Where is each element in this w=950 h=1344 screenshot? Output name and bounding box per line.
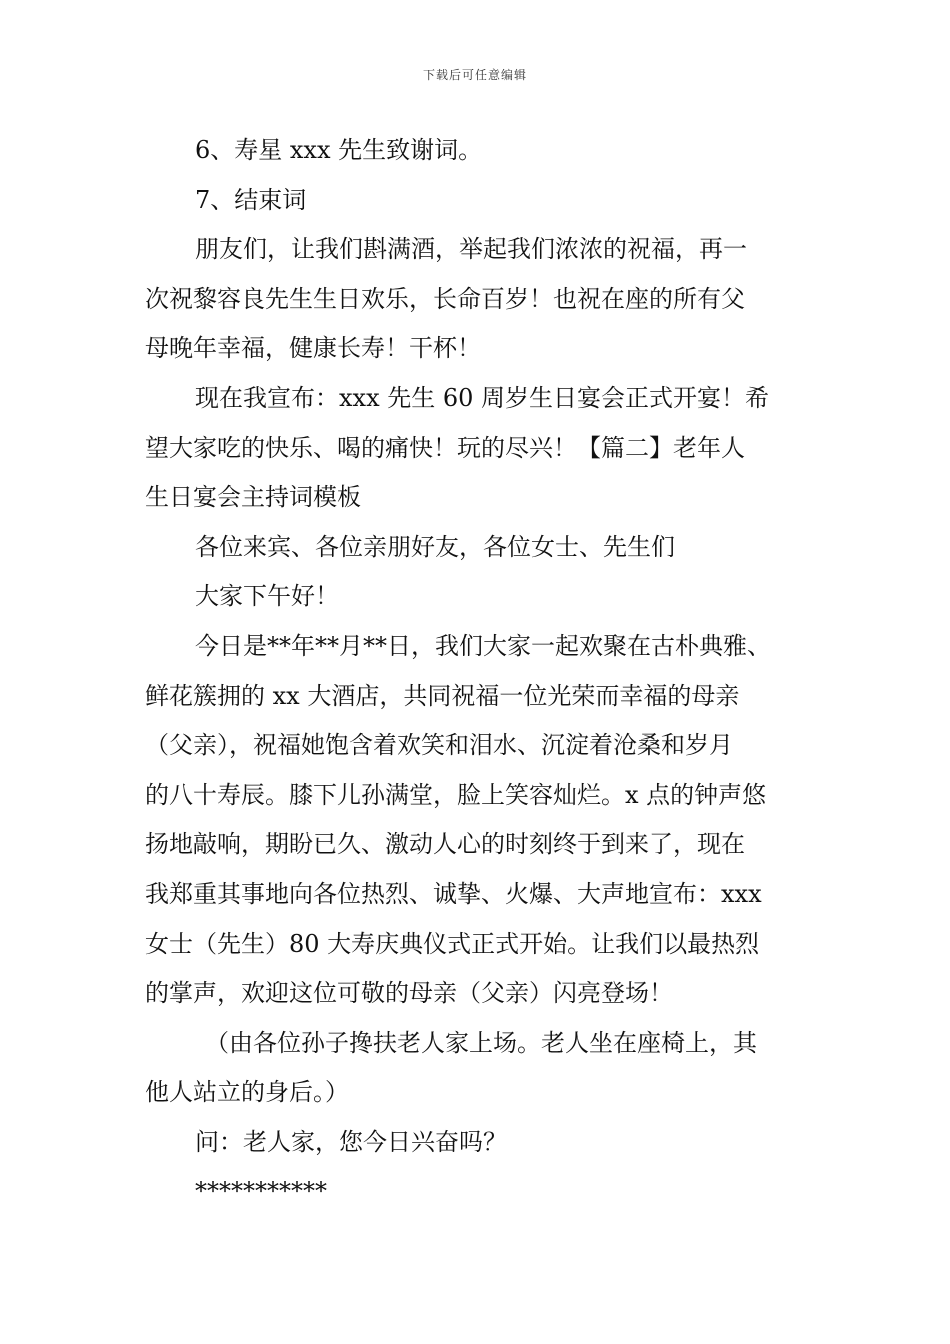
text-line: 的八十寿辰。膝下儿孙满堂，脸上笑容灿烂。x 点的钟声悠 — [145, 780, 767, 809]
text-line: 大家下午好！ — [195, 582, 339, 611]
text-line: 今日是**年**月**日，我们大家一起欢聚在古朴典雅、 — [195, 631, 771, 660]
text-line: （由各位孙子搀扶老人家上场。老人坐在座椅上，其 — [205, 1028, 757, 1057]
text-line: 生日宴会主持词模板 — [145, 483, 361, 512]
page-header: 下载后可任意编辑 — [422, 68, 527, 82]
text-line: 的掌声，欢迎这位可敬的母亲（父亲）闪亮登场！ — [145, 979, 673, 1008]
text-line: 问：老人家，您今日兴奋吗？ — [195, 1127, 507, 1156]
text-line: 次祝黎容良先生生日欢乐，长命百岁！也祝在座的所有父 — [145, 284, 745, 313]
text-line: 7、结束词 — [195, 185, 307, 214]
text-line: 望大家吃的快乐、喝的痛快！玩的尽兴！【篇二】老年人 — [145, 433, 745, 462]
text-line: 朋友们，让我们斟满酒，举起我们浓浓的祝福，再一 — [195, 235, 747, 264]
text-line: 母晚年幸福，健康长寿！干杯！ — [145, 334, 481, 363]
text-line: 他人站立的身后。） — [145, 1078, 349, 1107]
text-line: 6、寿星 xxx 先生致谢词。 — [195, 136, 483, 164]
text-line: 扬地敲响，期盼已久、激动人心的时刻终于到来了，现在 — [145, 830, 745, 859]
text-line: （父亲），祝福她饱含着欢笑和泪水、沉淀着沧桑和岁月 — [145, 731, 733, 760]
document-body — [145, 126, 810, 1217]
text-line: 鲜花簇拥的 xx 大酒店，共同祝福一位光荣而幸福的母亲 — [145, 681, 740, 710]
text-line: 女士（先生）80 大寿庆典仪式正式开始。让我们以最热烈 — [145, 929, 760, 958]
text-line: 我郑重其事地向各位热烈、诚挚、火爆、大声地宣布：xxx — [145, 879, 762, 908]
text-line: *********** — [195, 1177, 327, 1206]
text-line: 现在我宣布：xxx 先生 60 周岁生日宴会正式开宴！希 — [195, 383, 770, 412]
text-line: 各位来宾、各位亲朋好友，各位女士、先生们 — [195, 532, 675, 561]
